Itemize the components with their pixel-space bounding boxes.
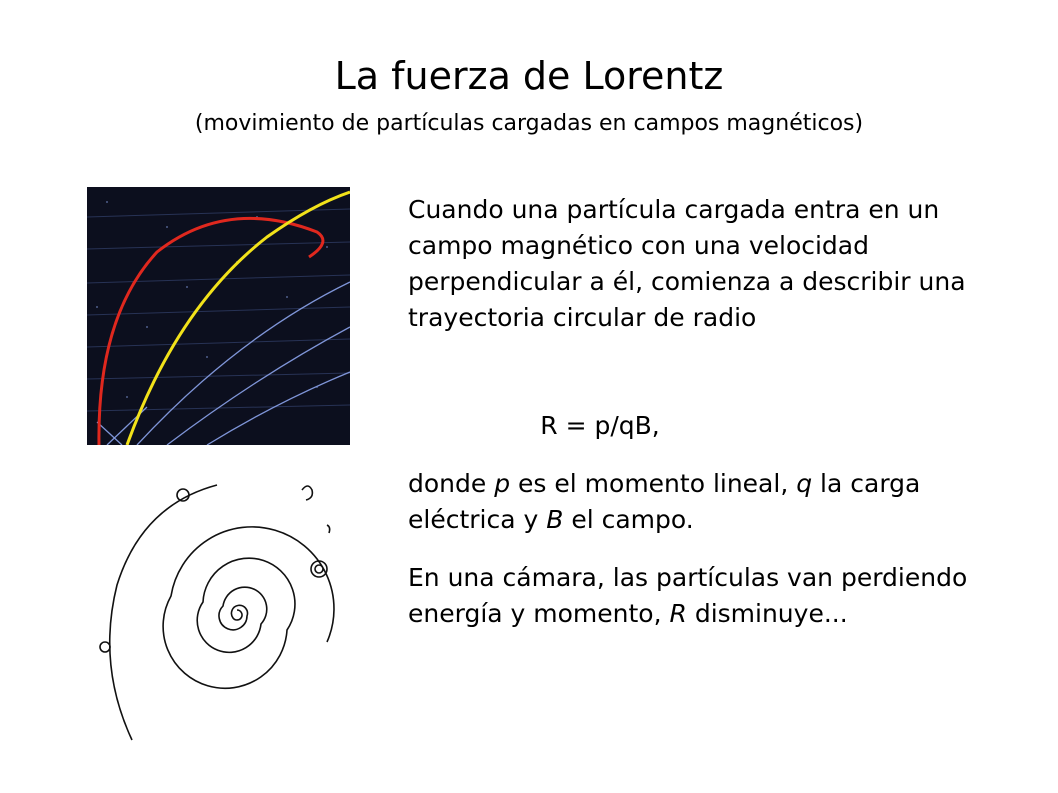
- definitions-text-3: la carga eléctrica y: [408, 469, 921, 534]
- bubble-chamber-photo: [87, 187, 350, 445]
- bubble-chamber-image: [87, 187, 350, 445]
- definitions-text-2: es el momento lineal,: [510, 469, 797, 498]
- spiral-tracks-drawing: [87, 465, 355, 747]
- slide-title: La fuerza de Lorentz: [334, 54, 724, 98]
- spiral-image: [87, 465, 355, 747]
- symbol-r: R: [669, 599, 687, 628]
- chamber-text-2: disminuye...: [686, 599, 848, 628]
- definitions-paragraph: [408, 466, 998, 538]
- symbol-p: p: [494, 469, 511, 498]
- intro-paragraph: [408, 192, 998, 336]
- chamber-text-1: En una cámara, las partículas van perdiendo energía y momento,: [408, 563, 968, 628]
- slide-subtitle: (movimiento de partículas cargadas en campos magnéticos): [194, 111, 864, 136]
- definitions-text-4: el campo.: [563, 505, 694, 534]
- intro-text: Cuando una partícula cargada entra en un campo magnético con una velocidad perpendicular a él, comienza a describir una trayectoria circular de radio: [408, 195, 966, 332]
- definitions-text-1: donde: [408, 469, 495, 498]
- symbol-b: B: [546, 505, 564, 534]
- chamber-paragraph: [408, 560, 998, 632]
- radius-formula: R = p/qB,: [540, 411, 660, 440]
- symbol-q: q: [796, 469, 813, 498]
